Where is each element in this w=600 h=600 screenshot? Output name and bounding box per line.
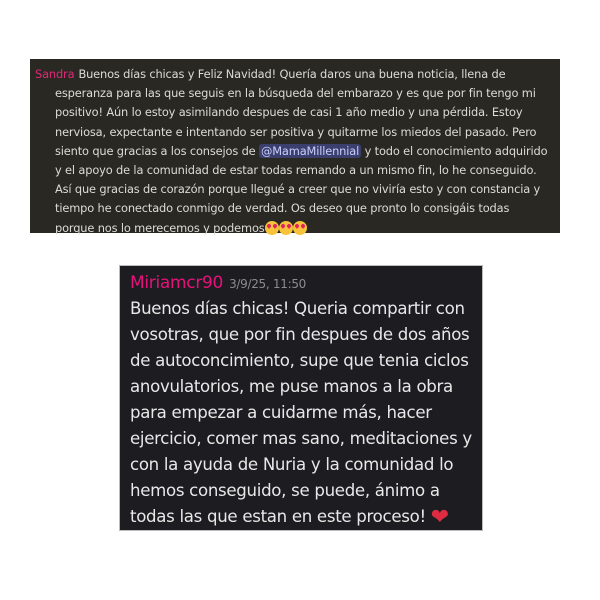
message-text: nerviosa, expectante e intentando ser positiva y quitarme los miedos del pasado. Pero	[55, 124, 537, 139]
user-mention[interactable]: @MamaMillennial	[261, 143, 360, 158]
heart-eyes-emoji-icon	[265, 221, 279, 235]
message-text: siento que gracias a los consejos de	[55, 143, 259, 158]
message-text: porque nos lo merecemos y podemos	[55, 220, 265, 235]
message-text: de autoconcimiento, supe que tenia ciclos	[130, 351, 469, 370]
author-name[interactable]: Sandra	[35, 67, 75, 81]
message-text: y el apoyo de la comunidad de estar todas remando a un mismo fin, lo he conseguido.	[55, 163, 537, 178]
message-text: vosotras, que por fin despues de dos años	[130, 325, 470, 344]
message-text: Así que gracias de corazón porque llegué a creer que no viviría esto y con constancia y	[55, 182, 541, 197]
heart-icon: ❤	[430, 505, 449, 530]
message-text: tiempo he conectado conmigo de verdad. Os deseo que pronto lo consigáis todas	[55, 201, 510, 216]
timestamp: 3/9/25, 11:50	[229, 277, 306, 291]
message-text: ejercicio, comer mas sano, meditaciones y	[130, 429, 472, 448]
message-text: hemos conseguido, se puede, ánimo a	[130, 481, 440, 500]
heart-eyes-emoji-icon	[293, 221, 307, 235]
chat-message-miriam	[119, 265, 483, 531]
message-text: esperanza para las que seguis en la búsqueda del embarazo y es que por fin tengo mi	[55, 86, 536, 101]
message-text: y todo el conocimiento adquirido	[361, 143, 548, 158]
message-text: anovulatorios, me puse manos a la obra	[130, 377, 453, 396]
message-text: para empezar a cuidarme más, hacer	[130, 403, 432, 422]
author-name[interactable]: Miriamcr90	[130, 273, 224, 293]
message-text: todas las que estan en este proceso!	[130, 507, 431, 526]
message-text: con la ayuda de Nuria y la comunidad lo	[130, 455, 454, 474]
message-text: Buenos días chicas y Feliz Navidad! Quería daros una buena noticia, llena de	[78, 67, 506, 81]
message-text: Buenos días chicas! Queria compartir con	[130, 299, 465, 318]
chat-message-sandra	[30, 59, 560, 233]
message-text: positivo! Aún lo estoy asimilando despues de casi 1 año medio y una pérdida. Estoy	[55, 105, 523, 120]
heart-eyes-emoji-icon	[279, 221, 293, 235]
